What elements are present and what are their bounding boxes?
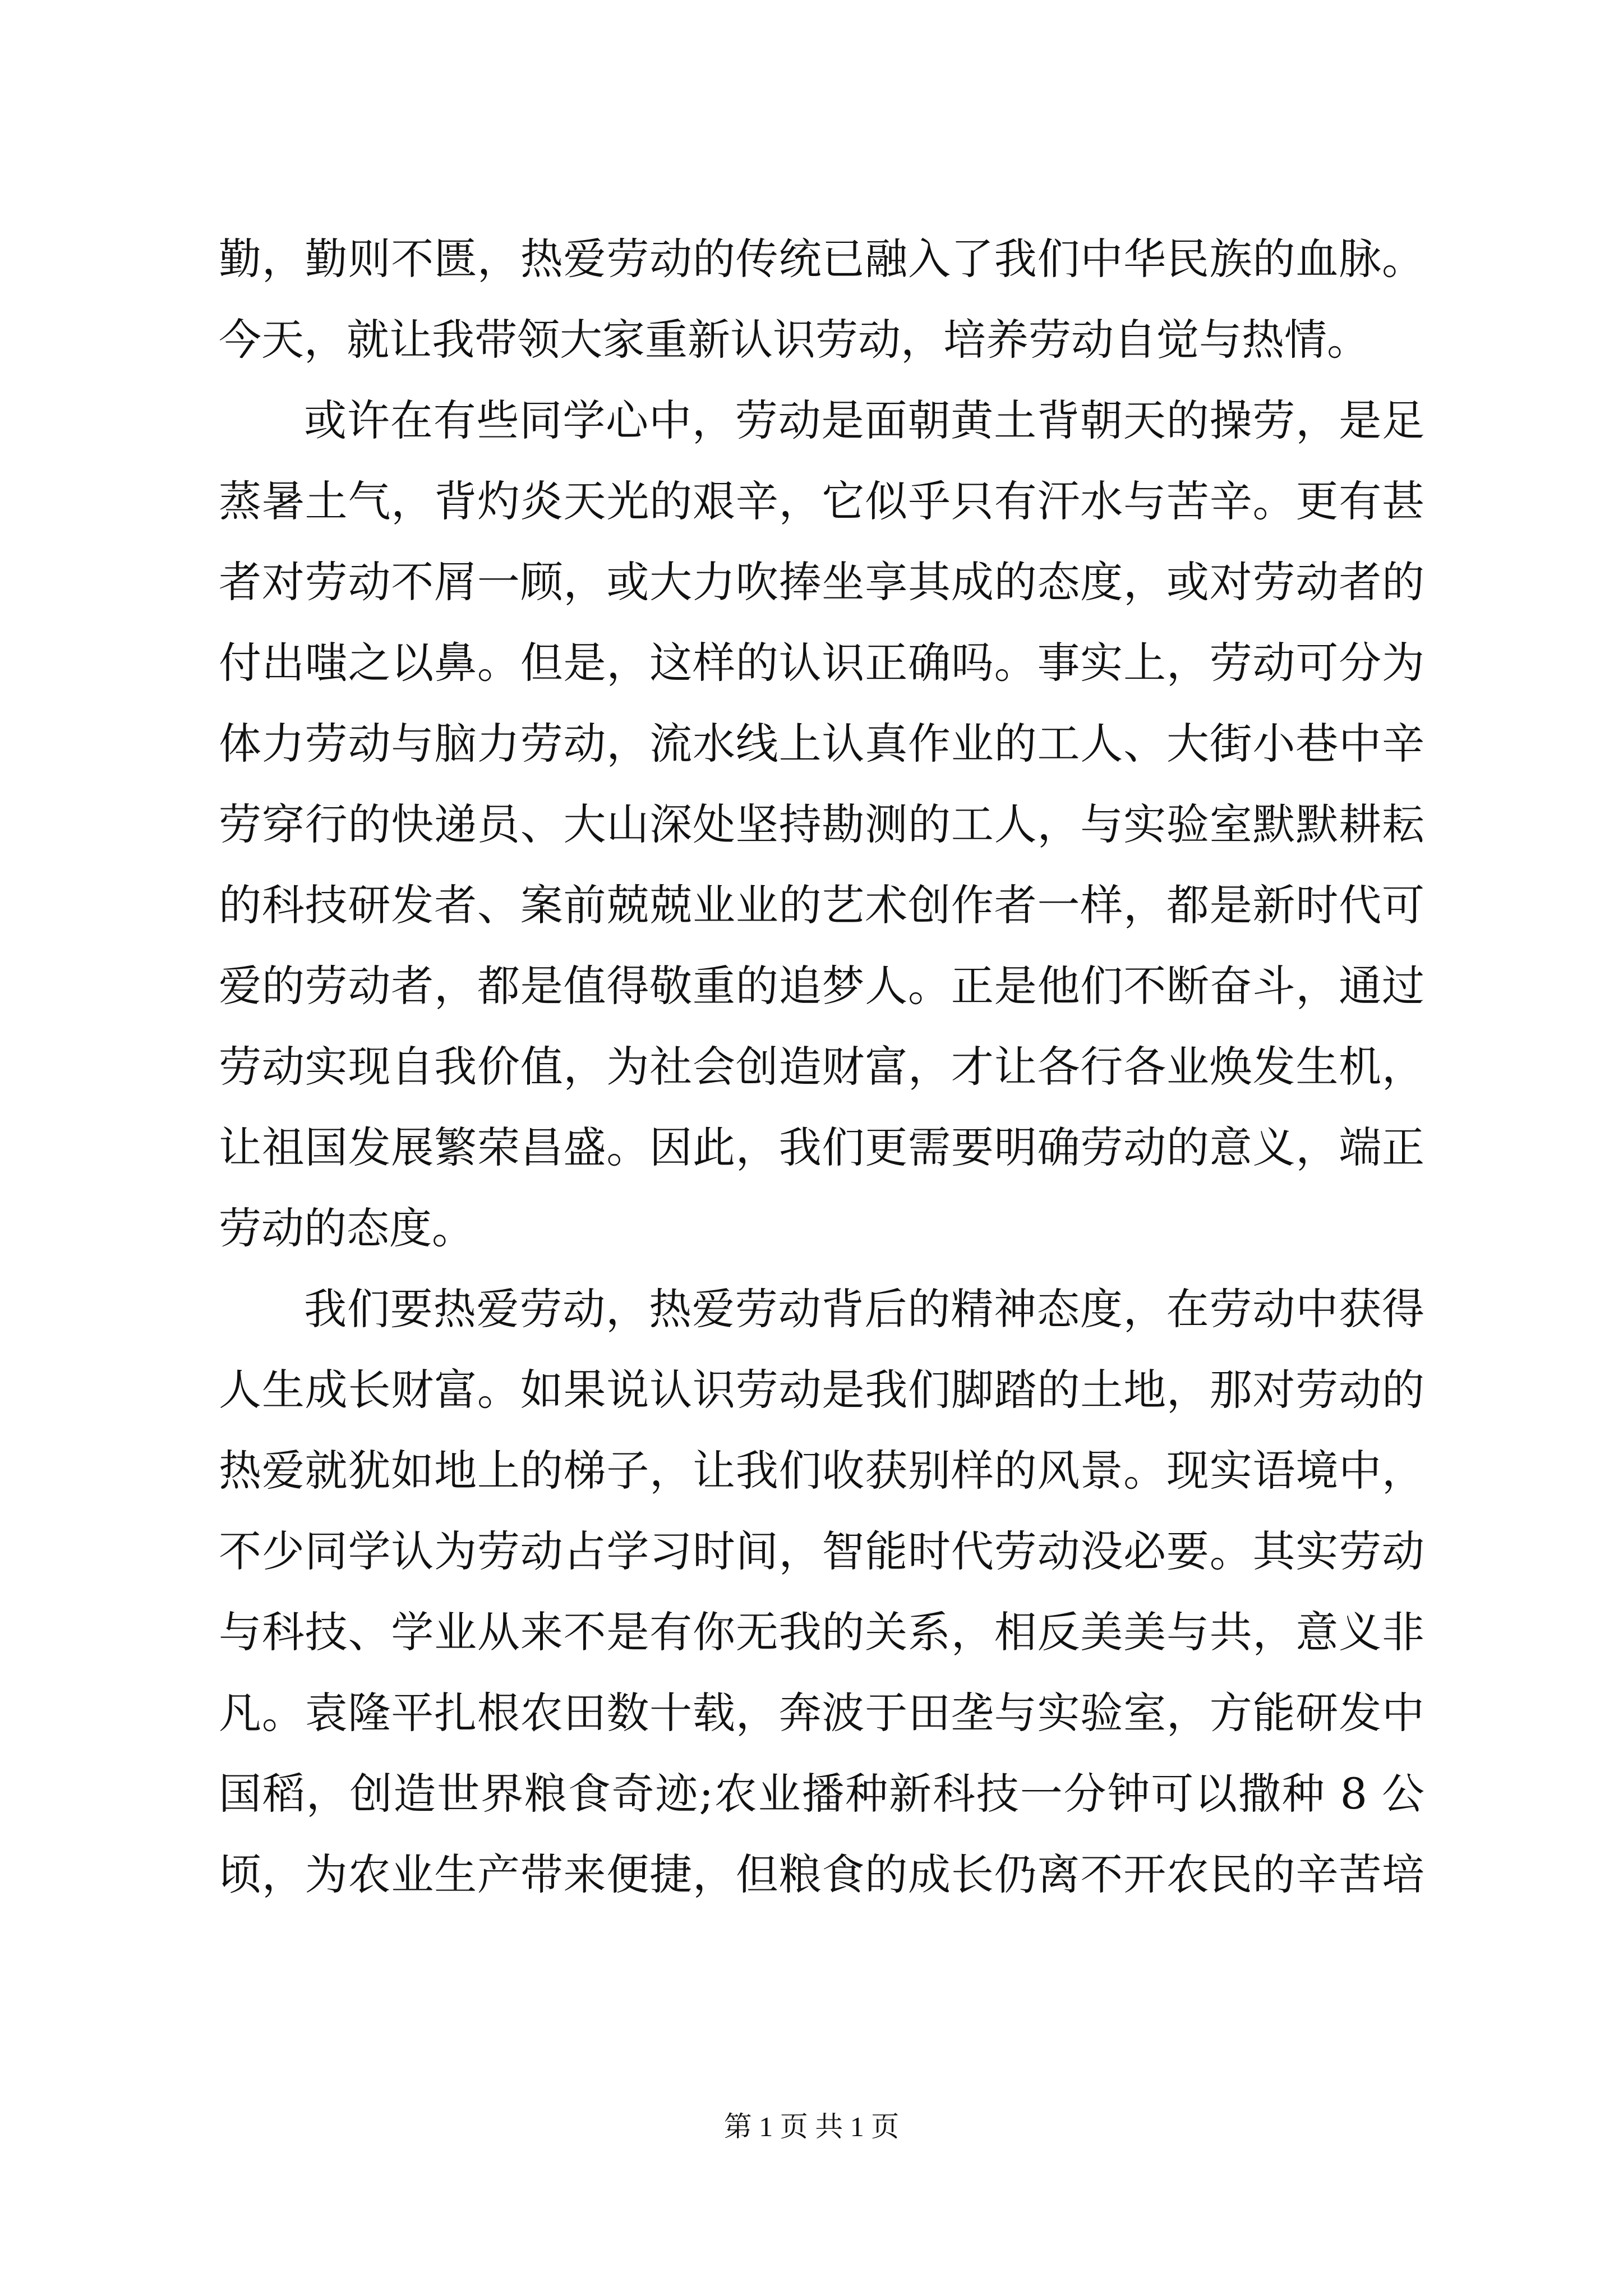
text-line: 今天，就让我带领大家重新认识劳动，培养劳动自觉与热情。: [219, 315, 1370, 365]
text-line: 热爱就犹如地上的梯子，让我们收获别样的风景。现实语境中，: [219, 1446, 1424, 1496]
text-line: 爱的劳动者，都是值得敬重的追梦人。正是他们不断奋斗，通过: [219, 961, 1424, 1011]
text-line: 与科技、学业从来不是有你无我的关系，相反美美与共，意义非: [219, 1607, 1424, 1657]
text-line: 或许在有些同学心中，劳动是面朝黄土背朝天的操劳，是足: [304, 395, 1424, 445]
text-line: 我们要热爱劳动，热爱劳动背后的精神态度，在劳动中获得: [304, 1284, 1424, 1334]
text-line: 勤，勤则不匮，热爱劳动的传统已融入了我们中华民族的血脉。: [219, 234, 1424, 284]
text-line: 让祖国发展繁荣昌盛。因此，我们更需要明确劳动的意义，端正: [219, 1122, 1424, 1172]
text-line: 国稻，创造世界粮食奇迹;农业播种新科技一分钟可以撒种 8 公: [219, 1769, 1424, 1819]
text-line: 蒸暑土气，背灼炎天光的艰辛，它似乎只有汗水与苦辛。更有甚: [219, 476, 1424, 526]
text-line: 付出嗤之以鼻。但是，这样的认识正确吗。事实上，劳动可分为: [219, 638, 1424, 688]
text-line: 者对劳动不屑一顾，或大力吹捧坐享其成的态度，或对劳动者的: [219, 557, 1424, 607]
text-line: 劳动的态度。: [219, 1203, 474, 1253]
text-line: 劳穿行的快递员、大山深处坚持勘测的工人，与实验室默默耕耘: [219, 799, 1424, 849]
text-line: 凡。袁隆平扎根农田数十载，奔波于田垄与实验室，方能研发中: [219, 1688, 1424, 1738]
text-line: 的科技研发者、案前兢兢业业的艺术创作者一样，都是新时代可: [219, 880, 1424, 930]
text-line: 体力劳动与脑力劳动，流水线上认真作业的工人、大街小巷中辛: [219, 719, 1424, 769]
page-footer: 第 1 页 共 1 页: [723, 2111, 900, 2142]
text-line: 不少同学认为劳动占学习时间，智能时代劳动没必要。其实劳动: [219, 1526, 1424, 1576]
text-line: 人生成长财富。如果说认识劳动是我们脚踏的土地，那对劳动的: [219, 1365, 1424, 1415]
text-line: 顷，为农业生产带来便捷，但粮食的成长仍离不开农民的辛苦培: [219, 1849, 1424, 1899]
text-line: 劳动实现自我价值，为社会创造财富，才让各行各业焕发生机，: [219, 1042, 1424, 1092]
document-body: [219, 219, 1424, 1915]
